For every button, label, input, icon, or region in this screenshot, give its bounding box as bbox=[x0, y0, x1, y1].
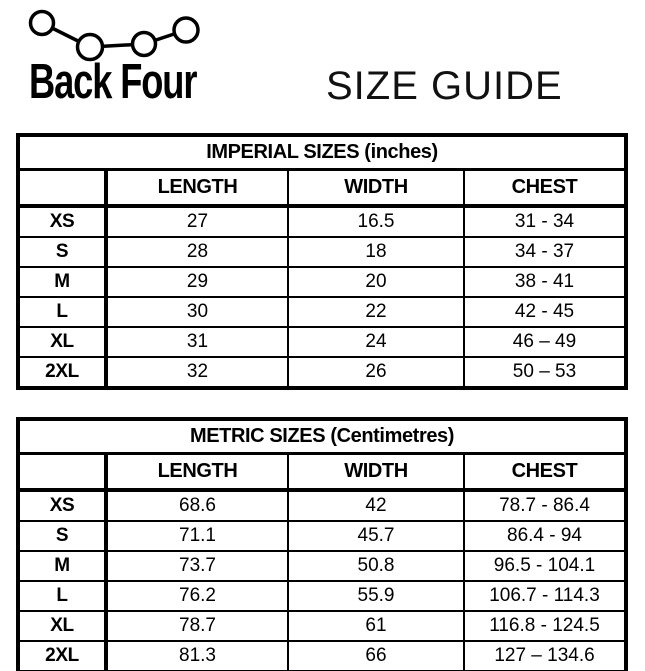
table-row-s bbox=[18, 521, 626, 551]
length-value: 78.7 bbox=[106, 611, 288, 641]
table-row-s bbox=[18, 237, 626, 267]
chest-value: 127 – 134.6 bbox=[464, 641, 626, 671]
table-row-m bbox=[18, 551, 626, 581]
chest-value: 50 – 53 bbox=[464, 357, 626, 388]
metric-header-row bbox=[18, 454, 626, 491]
imperial-col-chest: CHEST bbox=[464, 170, 626, 207]
metric-size-table bbox=[16, 417, 628, 671]
imperial-corner-cell bbox=[18, 170, 106, 207]
metric-col-chest: CHEST bbox=[464, 454, 626, 491]
table-row-m bbox=[18, 267, 626, 297]
linked-circles-logo-icon bbox=[0, 0, 230, 62]
width-value: 61 bbox=[288, 611, 464, 641]
length-value: 71.1 bbox=[106, 521, 288, 551]
chest-value: 116.8 - 124.5 bbox=[464, 611, 626, 641]
metric-table-title: METRIC SIZES (Centimetres) bbox=[18, 419, 626, 454]
size-label: S bbox=[18, 237, 106, 267]
length-value: 28 bbox=[106, 237, 288, 267]
size-label: XS bbox=[18, 206, 106, 237]
imperial-col-length: LENGTH bbox=[106, 170, 288, 207]
length-value: 73.7 bbox=[106, 551, 288, 581]
metric-corner-cell bbox=[18, 454, 106, 491]
size-label: 2XL bbox=[18, 357, 106, 388]
table-row-xl bbox=[18, 611, 626, 641]
size-label: M bbox=[18, 551, 106, 581]
chest-value: 96.5 - 104.1 bbox=[464, 551, 626, 581]
width-value: 24 bbox=[288, 327, 464, 357]
metric-title-row bbox=[18, 419, 626, 454]
chest-value: 46 – 49 bbox=[464, 327, 626, 357]
width-value: 16.5 bbox=[288, 206, 464, 237]
size-label: L bbox=[18, 297, 106, 327]
width-value: 22 bbox=[288, 297, 464, 327]
length-value: 68.6 bbox=[106, 490, 288, 521]
page-title: SIZE GUIDE bbox=[326, 64, 563, 108]
imperial-col-width: WIDTH bbox=[288, 170, 464, 207]
chest-value: 31 - 34 bbox=[464, 206, 626, 237]
width-value: 26 bbox=[288, 357, 464, 388]
size-label: XL bbox=[18, 611, 106, 641]
length-value: 29 bbox=[106, 267, 288, 297]
width-value: 45.7 bbox=[288, 521, 464, 551]
table-row-xl bbox=[18, 327, 626, 357]
chest-value: 106.7 - 114.3 bbox=[464, 581, 626, 611]
imperial-table-title: IMPERIAL SIZES (inches) bbox=[18, 135, 626, 170]
width-value: 66 bbox=[288, 641, 464, 671]
size-label: M bbox=[18, 267, 106, 297]
width-value: 50.8 bbox=[288, 551, 464, 581]
chest-value: 42 - 45 bbox=[464, 297, 626, 327]
size-label: 2XL bbox=[18, 641, 106, 671]
table-row-l bbox=[18, 297, 626, 327]
size-label: XS bbox=[18, 490, 106, 521]
length-value: 76.2 bbox=[106, 581, 288, 611]
width-value: 18 bbox=[288, 237, 464, 267]
metric-col-length: LENGTH bbox=[106, 454, 288, 491]
size-label: L bbox=[18, 581, 106, 611]
length-value: 27 bbox=[106, 206, 288, 237]
table-row-l bbox=[18, 581, 626, 611]
chest-value: 34 - 37 bbox=[464, 237, 626, 267]
table-row-xs bbox=[18, 490, 626, 521]
length-value: 30 bbox=[106, 297, 288, 327]
width-value: 42 bbox=[288, 490, 464, 521]
length-value: 31 bbox=[106, 327, 288, 357]
table-row-2xl bbox=[18, 641, 626, 671]
chest-value: 86.4 - 94 bbox=[464, 521, 626, 551]
imperial-size-table bbox=[16, 133, 628, 390]
table-row-xs bbox=[18, 206, 626, 237]
imperial-header-row bbox=[18, 170, 626, 207]
width-value: 20 bbox=[288, 267, 464, 297]
length-value: 81.3 bbox=[106, 641, 288, 671]
size-label: S bbox=[18, 521, 106, 551]
size-label: XL bbox=[18, 327, 106, 357]
imperial-title-row bbox=[18, 135, 626, 170]
length-value: 32 bbox=[106, 357, 288, 388]
width-value: 55.9 bbox=[288, 581, 464, 611]
chest-value: 38 - 41 bbox=[464, 267, 626, 297]
brand-name: Back Four bbox=[29, 55, 197, 109]
metric-col-width: WIDTH bbox=[288, 454, 464, 491]
chest-value: 78.7 - 86.4 bbox=[464, 490, 626, 521]
table-row-2xl bbox=[18, 357, 626, 388]
